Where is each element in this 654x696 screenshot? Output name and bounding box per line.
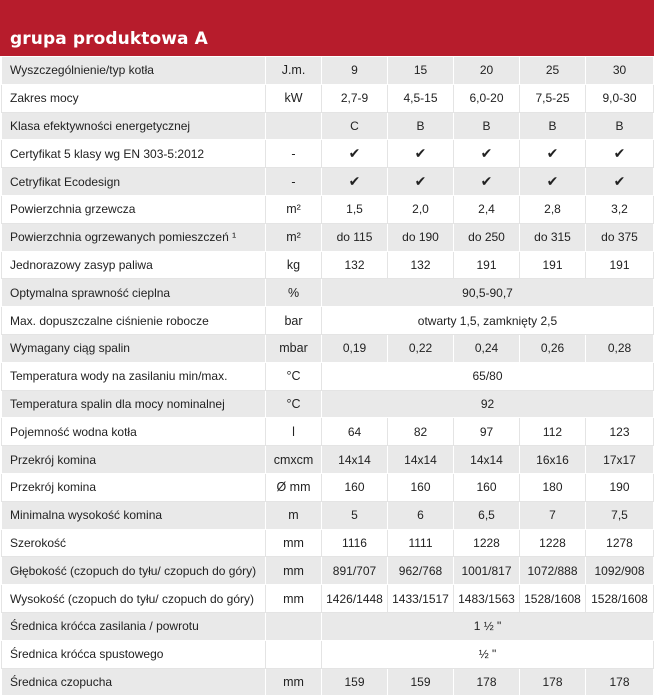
value-cell: 0,19 (322, 334, 388, 362)
value-cell: do 115 (322, 223, 388, 251)
checkmark-icon: ✔ (586, 140, 654, 168)
value-cell: 6,0-20 (454, 84, 520, 112)
value-cell: B (454, 112, 520, 140)
value-cell: 1278 (586, 529, 654, 557)
value-cell: 191 (520, 251, 586, 279)
value-cell: 190 (586, 473, 654, 501)
merged-value-cell: 65/80 (322, 362, 654, 390)
row-label: Minimalna wysokość komina (2, 501, 266, 529)
row-label: Temperatura spalin dla mocy nominalnej (2, 390, 266, 418)
value-cell: 159 (388, 668, 454, 696)
row-unit: - (266, 168, 322, 196)
checkmark-icon: ✔ (322, 168, 388, 196)
value-cell: 0,22 (388, 334, 454, 362)
value-cell: 123 (586, 418, 654, 446)
value-cell: 159 (322, 668, 388, 696)
value-cell: 15 (388, 57, 454, 85)
value-cell: 20 (454, 57, 520, 85)
value-cell: 191 (454, 251, 520, 279)
value-cell: 16x16 (520, 446, 586, 474)
value-cell: 891/707 (322, 557, 388, 585)
checkmark-icon: ✔ (520, 140, 586, 168)
value-cell: 30 (586, 57, 654, 85)
table-row (2, 251, 654, 279)
value-cell: 17x17 (586, 446, 654, 474)
checkmark-icon: ✔ (388, 140, 454, 168)
row-unit: m² (266, 195, 322, 223)
value-cell: 14x14 (454, 446, 520, 474)
table-row (2, 57, 654, 85)
value-cell: 1433/1517 (388, 585, 454, 613)
value-cell: 160 (454, 473, 520, 501)
merged-value-cell: ½ " (322, 640, 654, 668)
merged-value-cell: 90,5-90,7 (322, 279, 654, 307)
row-label: Optymalna sprawność cieplna (2, 279, 266, 307)
merged-value-cell: 92 (322, 390, 654, 418)
table-row (2, 557, 654, 585)
value-cell: 178 (454, 668, 520, 696)
table-row (2, 640, 654, 668)
table-row (2, 585, 654, 613)
table-row (2, 112, 654, 140)
row-unit: J.m. (266, 57, 322, 85)
value-cell: 0,28 (586, 334, 654, 362)
merged-value-cell: otwarty 1,5, zamknięty 2,5 (322, 307, 654, 335)
value-cell: 1528/1608 (520, 585, 586, 613)
value-cell: do 315 (520, 223, 586, 251)
value-cell: C (322, 112, 388, 140)
value-cell: do 190 (388, 223, 454, 251)
table-row (2, 418, 654, 446)
value-cell: 82 (388, 418, 454, 446)
row-label: Wyszczególnienie/typ kotła (2, 57, 266, 85)
row-unit: m (266, 501, 322, 529)
value-cell: 112 (520, 418, 586, 446)
row-label: Jednorazowy zasyp paliwa (2, 251, 266, 279)
row-label: Pojemność wodna kotła (2, 418, 266, 446)
value-cell: 178 (520, 668, 586, 696)
value-cell: 1072/888 (520, 557, 586, 585)
table-row (2, 84, 654, 112)
row-label: Temperatura wody na zasilaniu min/max. (2, 362, 266, 390)
value-cell: 1092/908 (586, 557, 654, 585)
value-cell: 6,5 (454, 501, 520, 529)
row-unit: kW (266, 84, 322, 112)
value-cell: 178 (586, 668, 654, 696)
row-label: Przekrój komina (2, 446, 266, 474)
row-unit: - (266, 140, 322, 168)
row-unit: mm (266, 557, 322, 585)
value-cell: 1228 (520, 529, 586, 557)
table-row (2, 223, 654, 251)
product-group-header (0, 0, 654, 56)
value-cell: 14x14 (388, 446, 454, 474)
row-unit: m² (266, 223, 322, 251)
table-row (2, 307, 654, 335)
row-unit: % (266, 279, 322, 307)
row-label: Cetryfikat Ecodesign (2, 168, 266, 196)
value-cell: 9 (322, 57, 388, 85)
row-unit: Ø mm (266, 473, 322, 501)
value-cell: B (388, 112, 454, 140)
row-label: Zakres mocy (2, 84, 266, 112)
value-cell: 25 (520, 57, 586, 85)
table-row (2, 362, 654, 390)
row-label: Powierzchnia grzewcza (2, 195, 266, 223)
value-cell: 97 (454, 418, 520, 446)
table-row (2, 334, 654, 362)
value-cell: 0,26 (520, 334, 586, 362)
table-row (2, 279, 654, 307)
row-unit (266, 640, 322, 668)
checkmark-icon: ✔ (454, 168, 520, 196)
row-label: Szerokość (2, 529, 266, 557)
row-label: Wysokość (czopuch do tyłu/ czopuch do góry) (2, 585, 266, 613)
value-cell: 7,5-25 (520, 84, 586, 112)
row-label: Głębokość (czopuch do tyłu/ czopuch do góry) (2, 557, 266, 585)
value-cell: 1116 (322, 529, 388, 557)
row-unit: bar (266, 307, 322, 335)
value-cell: 0,24 (454, 334, 520, 362)
value-cell: 132 (322, 251, 388, 279)
table-row (2, 195, 654, 223)
row-label: Średnica czopucha (2, 668, 266, 696)
value-cell: do 250 (454, 223, 520, 251)
value-cell: 2,4 (454, 195, 520, 223)
boiler-specs-table (1, 56, 654, 696)
row-unit (266, 612, 322, 640)
value-cell: 191 (586, 251, 654, 279)
value-cell: 6 (388, 501, 454, 529)
value-cell: 7 (520, 501, 586, 529)
value-cell: 5 (322, 501, 388, 529)
merged-value-cell: 1 ½ " (322, 612, 654, 640)
row-label: Powierzchnia ogrzewanych pomieszczeń ¹ (2, 223, 266, 251)
value-cell: B (586, 112, 654, 140)
row-unit (266, 112, 322, 140)
value-cell: 1483/1563 (454, 585, 520, 613)
row-label: Średnica króćca zasilania / powrotu (2, 612, 266, 640)
row-unit: mm (266, 585, 322, 613)
checkmark-icon: ✔ (586, 168, 654, 196)
table-row (2, 473, 654, 501)
row-unit: mbar (266, 334, 322, 362)
value-cell: 1111 (388, 529, 454, 557)
row-unit: mm (266, 529, 322, 557)
value-cell: 1,5 (322, 195, 388, 223)
row-unit: °C (266, 390, 322, 418)
value-cell: 4,5-15 (388, 84, 454, 112)
table-row (2, 140, 654, 168)
value-cell: 64 (322, 418, 388, 446)
value-cell: 3,2 (586, 195, 654, 223)
value-cell: 1001/817 (454, 557, 520, 585)
checkmark-icon: ✔ (520, 168, 586, 196)
table-row (2, 168, 654, 196)
value-cell: 1228 (454, 529, 520, 557)
value-cell: 160 (388, 473, 454, 501)
value-cell: 1426/1448 (322, 585, 388, 613)
value-cell: 1528/1608 (586, 585, 654, 613)
value-cell: 2,7-9 (322, 84, 388, 112)
table-row (2, 390, 654, 418)
value-cell: 7,5 (586, 501, 654, 529)
row-unit: kg (266, 251, 322, 279)
checkmark-icon: ✔ (454, 140, 520, 168)
row-unit: °C (266, 362, 322, 390)
checkmark-icon: ✔ (388, 168, 454, 196)
value-cell: 9,0-30 (586, 84, 654, 112)
value-cell: 2,0 (388, 195, 454, 223)
row-label: Certyfikat 5 klasy wg EN 303-5:2012 (2, 140, 266, 168)
value-cell: 160 (322, 473, 388, 501)
row-unit: cmxcm (266, 446, 322, 474)
row-unit: mm (266, 668, 322, 696)
table-row (2, 612, 654, 640)
row-label: Przekrój komina (2, 473, 266, 501)
row-label: Klasa efektywności energetycznej (2, 112, 266, 140)
value-cell: 962/768 (388, 557, 454, 585)
row-label: Średnica króćca spustowego (2, 640, 266, 668)
value-cell: 14x14 (322, 446, 388, 474)
product-group-title: grupa produktowa A (10, 29, 208, 49)
row-label: Wymagany ciąg spalin (2, 334, 266, 362)
value-cell: B (520, 112, 586, 140)
value-cell: 180 (520, 473, 586, 501)
value-cell: 132 (388, 251, 454, 279)
value-cell: do 375 (586, 223, 654, 251)
table-row (2, 529, 654, 557)
value-cell: 2,8 (520, 195, 586, 223)
checkmark-icon: ✔ (322, 140, 388, 168)
row-unit: l (266, 418, 322, 446)
table-row (2, 501, 654, 529)
table-row (2, 446, 654, 474)
row-label: Max. dopuszczalne ciśnienie robocze (2, 307, 266, 335)
